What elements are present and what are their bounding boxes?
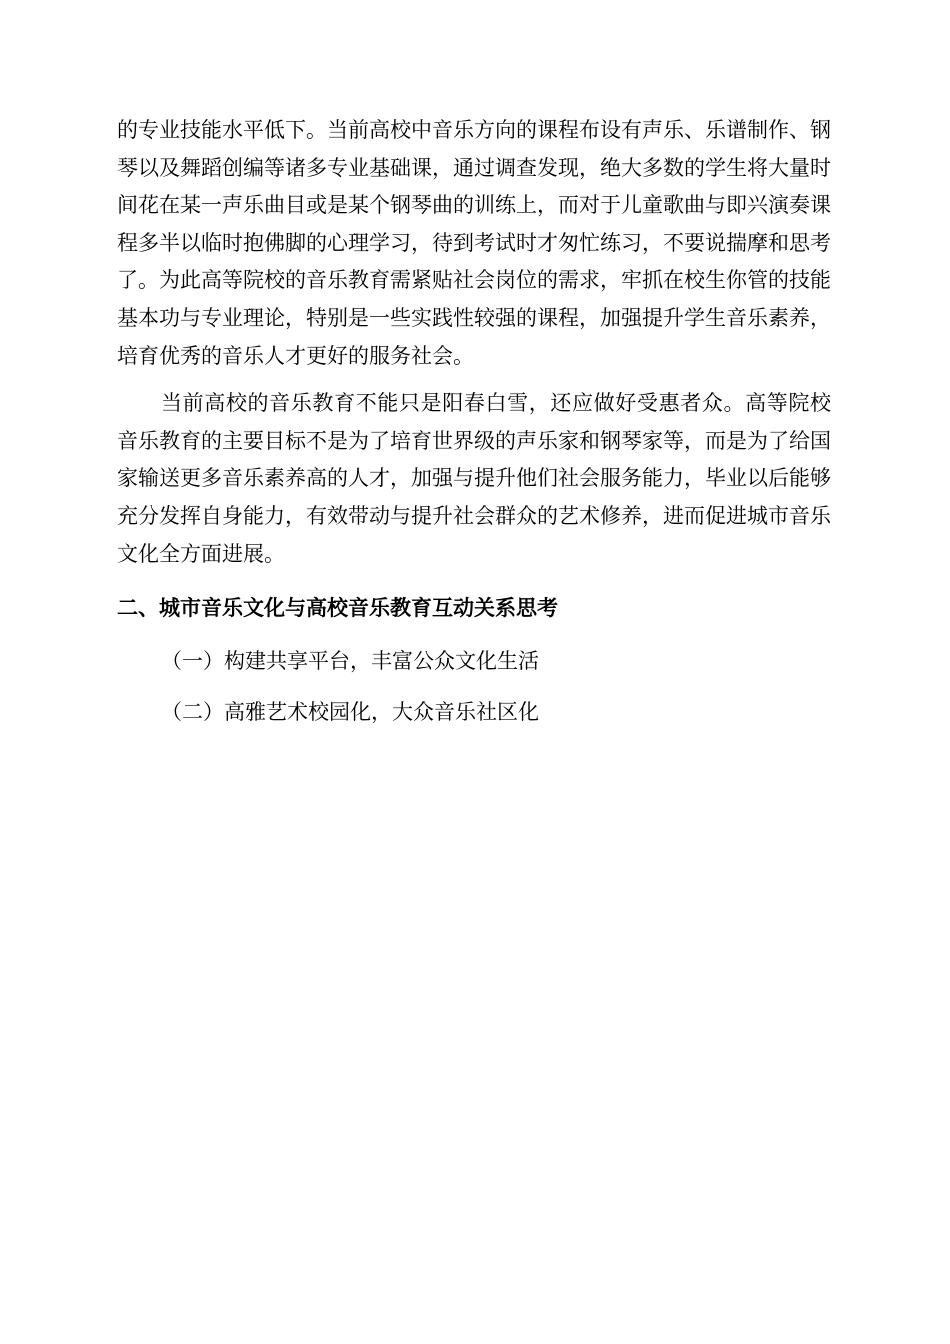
section-heading: 二、城市音乐文化与高校音乐教育互动关系思考 [117, 595, 558, 621]
subheading-2: （二）高雅艺术校园化，大众音乐社区化 [161, 700, 539, 725]
body-paragraph-1: 的专业技能水平低下。当前高校中音乐方向的课程布设有声乐、乐谱制作、钢琴以及舞蹈创编等诸多专业基础课，通过调查发现，绝大多数的学生将大量时间花在某一声乐曲目或是某个钢琴曲的训练上，而对于儿童歌曲与即兴演奏课程多半以临时抱佛脚的心理学习，待到考试时才匆忙练习，不要说揣摩和思考了。为此高等院校的音乐教育需紧贴社会岗位的需求，牢抓在校生你管的技能基本功与专业理论，特别是一些实践性较强的课程，加强提升学生音乐素养，培育优秀的音乐人才更好的服务社会。 [117, 118, 831, 368]
subheading-1: （一）构建共享平台，丰富公众文化生活 [161, 648, 539, 673]
body-paragraph-2: 当前高校的音乐教育不能只是阳春白雪，还应做好受惠者众。高等院校音乐教育的主要目标不是为了培育世界级的声乐家和钢琴家等，而是为了给国家输送更多音乐素养高的人才，加强与提升他们社会服务能力，毕业以后能够充分发挥自身能力，有效带动与提升社会群众的艺术修养，进而促进城市音乐文化全方面进展。 [117, 391, 831, 566]
document-page [117, 112, 831, 732]
